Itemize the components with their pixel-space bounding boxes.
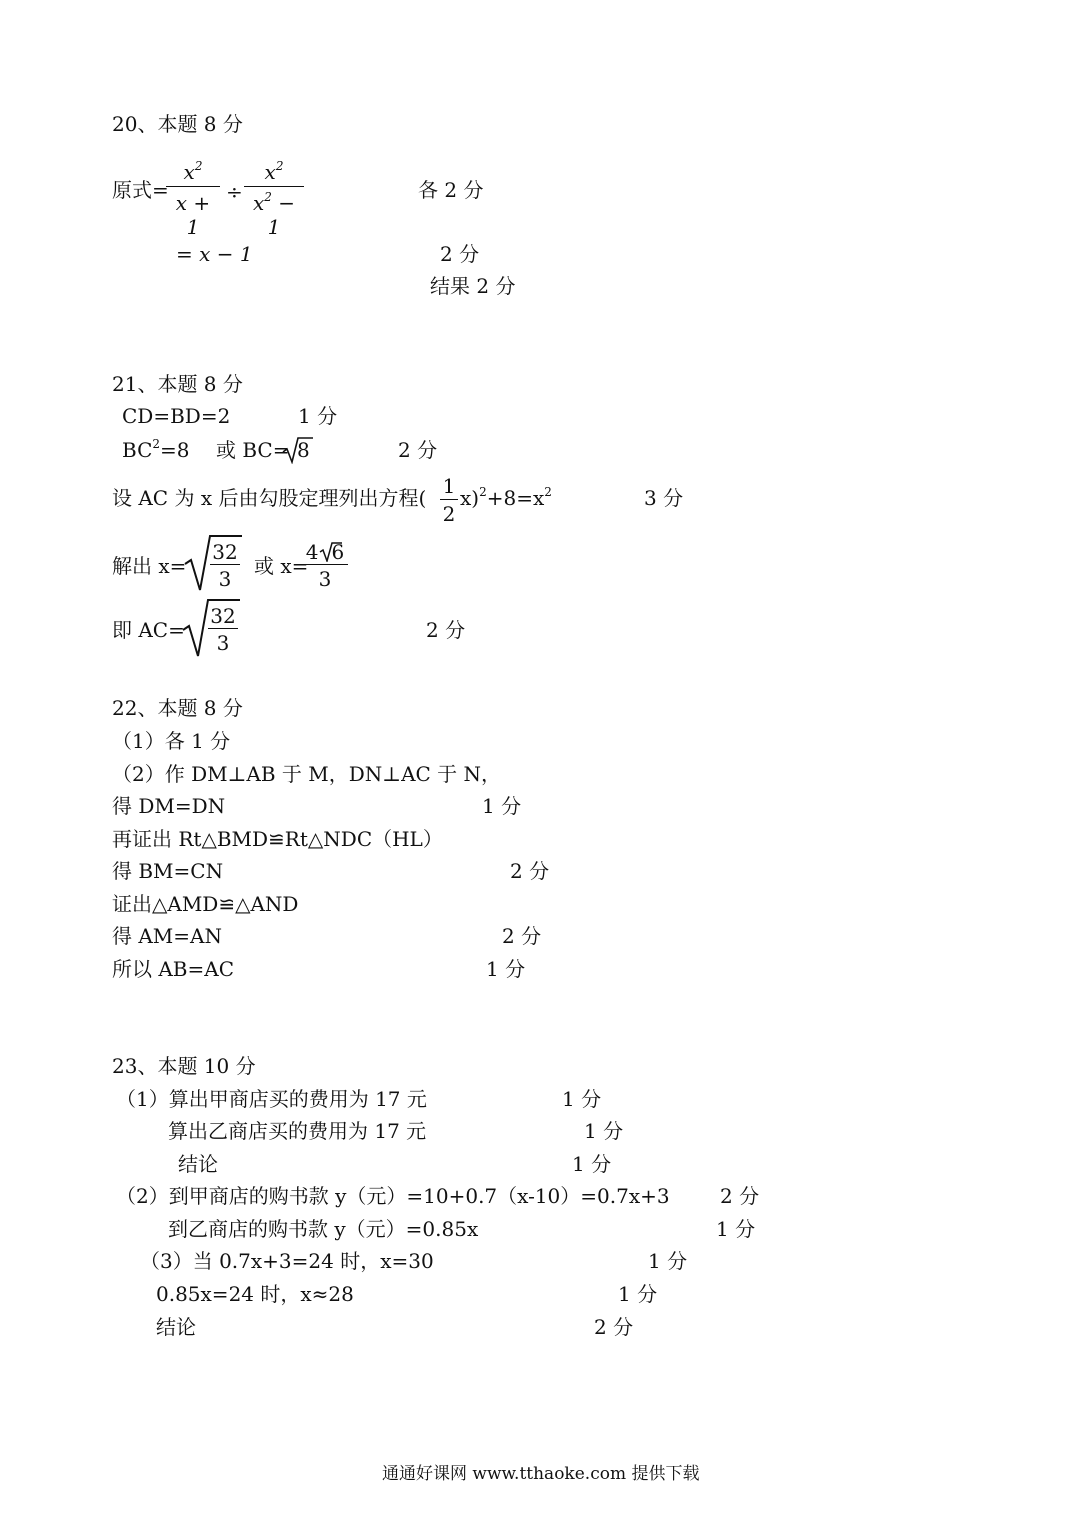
- q21-l5-num: 32: [210, 604, 236, 628]
- q23-line-text: （2）到甲商店的购书款 y（元）=10+0.7（x-10）=0.7x+3: [116, 1184, 670, 1208]
- q21-l4-den: 3: [218, 567, 232, 591]
- q21-line2: [122, 437, 190, 462]
- q23-line-score: 1 分: [618, 1282, 658, 1306]
- q20-line2-expr: = x − 1: [176, 242, 253, 266]
- q23-line-score: 2 分: [594, 1315, 634, 1339]
- q20-f2-num: x: [264, 160, 276, 184]
- q20-divide-sign: ÷: [226, 180, 243, 204]
- q23-line-text: （3）当 0.7x+3=24 时，x=30: [140, 1249, 434, 1273]
- q21-l5-den: 3: [216, 631, 230, 655]
- q22-line-text: 得 DM=DN: [112, 794, 226, 818]
- q21-line2-score: 2 分: [398, 438, 438, 462]
- q21-fraction-32-3: [210, 540, 240, 591]
- q20-f2-den-a: x: [252, 191, 265, 215]
- q23-line-score: 1 分: [584, 1119, 624, 1143]
- q21-sqrt-8-radicand: 8: [297, 438, 310, 462]
- q21-l2-exp: 2: [152, 437, 161, 451]
- q21-l3-c: +8=x: [486, 486, 545, 510]
- q21-line5-a: 即 AC=: [112, 618, 185, 642]
- q23-line-text: 算出乙商店买的费用为 17 元: [168, 1119, 427, 1143]
- q21-l4-den2: 3: [318, 567, 332, 591]
- q23-line-score: 1 分: [572, 1152, 612, 1176]
- q23-line-score: 1 分: [716, 1217, 756, 1241]
- q23-line-score: 1 分: [562, 1087, 602, 1111]
- q22-line-score: 1 分: [482, 794, 522, 818]
- q21-l3-exp1: 2: [479, 485, 487, 499]
- q23-line-text: （1）算出甲商店买的费用为 17 元: [116, 1087, 427, 1111]
- q23-line-text: 结论: [178, 1152, 218, 1176]
- q22-line-text: 所以 AB=AC: [112, 957, 235, 981]
- q21-half-fraction: [440, 474, 458, 526]
- q22-line-score: 2 分: [510, 859, 550, 883]
- q22-line-text: 得 AM=AN: [112, 924, 222, 948]
- q22-title: 22、本题 8 分: [112, 696, 243, 720]
- q21-title: 21、本题 8 分: [112, 372, 243, 396]
- footer-source: 通通好课网 www.tthaoke.com 提供下载: [382, 1464, 700, 1484]
- q22-line-text: 证出△AMD≌△AND: [112, 892, 299, 916]
- q21-line3-score: 3 分: [644, 486, 684, 510]
- q22-line-score: 2 分: [502, 924, 542, 948]
- q20-fraction-2: [244, 160, 304, 239]
- q22-line-text: （1）各 1 分: [112, 729, 231, 753]
- q22-line-text: （2）作 DM⊥AB 于 M，DN⊥AC 于 N，: [112, 762, 502, 786]
- q20-f2-den-b: − 1: [267, 191, 296, 239]
- q21-line4-a: 解出 x=: [112, 554, 187, 578]
- q21-line5-score: 2 分: [426, 618, 466, 642]
- q21-half-den: 2: [442, 502, 456, 526]
- q21-line1-score: 1 分: [298, 404, 338, 428]
- q23-line-text: 0.85x=24 时，x≈28: [156, 1282, 354, 1306]
- q21-fraction-4sqrt6-3: [302, 540, 348, 591]
- q23-line-score: 1 分: [648, 1249, 688, 1273]
- q21-line3-a: 设 AC 为 x 后由勾股定理列出方程(: [112, 486, 427, 510]
- q22-line-score: 1 分: [486, 957, 526, 981]
- q21-line3-b: [460, 485, 552, 510]
- q20-line1-score: 各 2 分: [418, 178, 484, 202]
- q20-f2-den-exp: 2: [264, 190, 272, 204]
- q23-line-score: 2 分: [720, 1184, 760, 1208]
- q21-l4-num2-a: 4: [305, 540, 319, 564]
- q21-l4-num2-rad: 6: [331, 540, 345, 564]
- q20-f1-exp: 2: [194, 159, 203, 173]
- q20-f2-exp: 2: [275, 159, 284, 173]
- q20-title: 20、本题 8 分: [112, 112, 243, 136]
- q22-line-text: 得 BM=CN: [112, 859, 224, 883]
- q21-fraction-32-3-b: [208, 604, 238, 655]
- q21-l3-b: x): [460, 486, 480, 510]
- q21-line2-c: 或 BC=: [216, 438, 290, 462]
- q21-l3-exp2: 2: [544, 485, 552, 499]
- q22-line-text: 再证出 Rt△BMD≌Rt△NDC（HL）: [112, 827, 443, 851]
- q23-line-text: 结论: [156, 1315, 196, 1339]
- q21-l2-b: =8: [160, 438, 190, 462]
- q23-line-text: 到乙商店的购书款 y（元）=0.85x: [168, 1217, 479, 1241]
- q21-half-num: 1: [442, 474, 456, 498]
- q21-l4-num: 32: [212, 540, 238, 564]
- q20-result-score: 结果 2 分: [430, 274, 516, 298]
- q21-line1: CD=BD=2: [122, 404, 231, 428]
- q21-line4-b: 或 x=: [254, 554, 309, 578]
- q21-l2-a: BC: [122, 438, 153, 462]
- q23-title: 23、本题 10 分: [112, 1054, 256, 1078]
- q20-f1-den: x + 1: [175, 191, 211, 239]
- q20-fraction-1: [166, 160, 220, 239]
- q20-f1-num: x: [183, 160, 195, 184]
- q20-line2-score: 2 分: [440, 242, 480, 266]
- q20-expr-prefix: 原式=: [112, 178, 169, 202]
